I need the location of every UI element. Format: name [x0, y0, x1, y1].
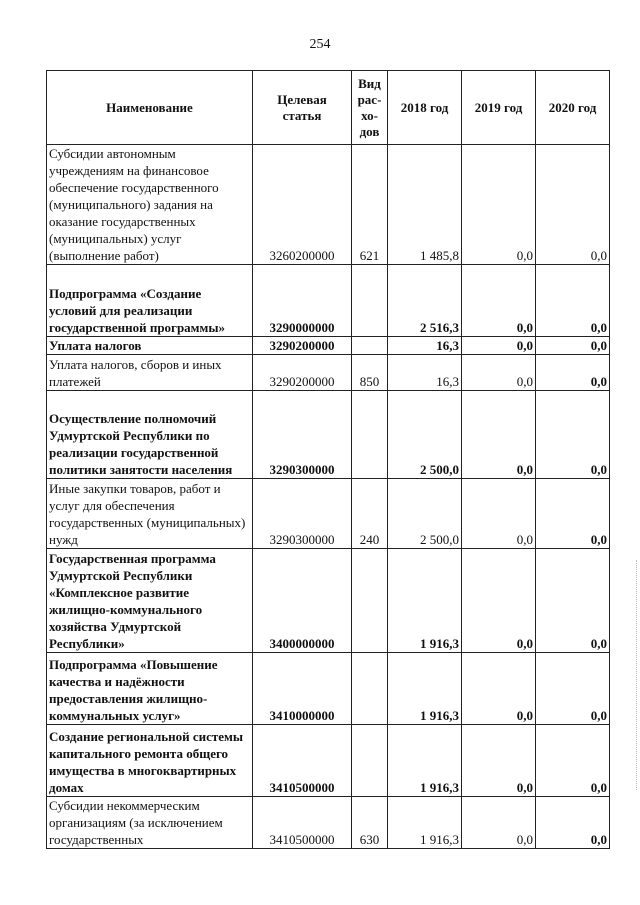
table-row — [47, 725, 610, 797]
row-2019: 0,0 — [462, 337, 536, 355]
row-expense-type: 630 — [352, 797, 388, 849]
row-name: Субсидии автономным учреждениям на финансовое обеспечение государственного (муниципального) задания на оказание государственных (муниципальных) услуг (выполнение работ) — [47, 145, 253, 265]
row-expense-type — [352, 549, 388, 653]
row-name: Создание региональной системы капитального ремонта общего имущества в многоквартирных домах — [47, 725, 253, 797]
row-code: 3290200000 — [253, 355, 352, 391]
row-expense-type — [352, 391, 388, 479]
row-2020: 0,0 — [536, 479, 610, 549]
row-2018: 2 500,0 — [388, 479, 462, 549]
row-2019: 0,0 — [462, 653, 536, 725]
row-2018: 16,3 — [388, 337, 462, 355]
row-2019: 0,0 — [462, 797, 536, 849]
header-name: Наименование — [47, 71, 253, 145]
row-code: 3260200000 — [253, 145, 352, 265]
row-2018: 16,3 — [388, 355, 462, 391]
row-expense-type: 850 — [352, 355, 388, 391]
table-row — [47, 355, 610, 391]
page-number: 254 — [309, 37, 331, 52]
row-2020: 0,0 — [536, 391, 610, 479]
header-expense-type: Вид рас- хо- дов — [352, 71, 388, 145]
row-2019: 0,0 — [462, 145, 536, 265]
header-2019: 2019 год — [462, 71, 536, 145]
row-expense-type — [352, 725, 388, 797]
row-2018: 1 916,3 — [388, 797, 462, 849]
row-2019: 0,0 — [462, 549, 536, 653]
row-name: Уплата налогов — [47, 337, 253, 355]
header-code: Целевая статья — [253, 71, 352, 145]
row-2019: 0,0 — [462, 265, 536, 337]
scan-margin-marks — [634, 560, 637, 790]
row-code: 3410000000 — [253, 653, 352, 725]
row-code: 3290300000 — [253, 391, 352, 479]
row-2018: 1 485,8 — [388, 145, 462, 265]
row-expense-type — [352, 653, 388, 725]
table-row — [47, 653, 610, 725]
row-2018: 2 516,3 — [388, 265, 462, 337]
row-code: 3410500000 — [253, 797, 352, 849]
table-row — [47, 479, 610, 549]
row-expense-type: 240 — [352, 479, 388, 549]
row-name: Иные закупки товаров, работ и услуг для обеспечения государственных (муниципальных) нужд — [47, 479, 253, 549]
row-expense-type — [352, 337, 388, 355]
row-2019: 0,0 — [462, 479, 536, 549]
row-2018: 1 916,3 — [388, 549, 462, 653]
table-row — [47, 549, 610, 653]
row-2019: 0,0 — [462, 725, 536, 797]
row-code: 3410500000 — [253, 725, 352, 797]
row-name: Уплата налогов, сборов и иных платежей — [47, 355, 253, 391]
table-row — [47, 265, 610, 337]
row-name: Подпрограмма «Создание условий для реализации государственной программы» — [47, 265, 253, 337]
header-2018: 2018 год — [388, 71, 462, 145]
row-name: Государственная программа Удмуртской Республики «Комплексное развитие жилищно-коммунального хозяйства Удмуртской Республики» — [47, 549, 253, 653]
row-2020: 0,0 — [536, 725, 610, 797]
row-2019: 0,0 — [462, 391, 536, 479]
row-2020: 0,0 — [536, 145, 610, 265]
table-row — [47, 337, 610, 355]
table-row — [47, 391, 610, 479]
row-2018: 1 916,3 — [388, 725, 462, 797]
budget-table — [46, 70, 610, 849]
row-2020: 0,0 — [536, 653, 610, 725]
row-name: Субсидии некоммерческим организациям (за исключением государственных — [47, 797, 253, 849]
row-expense-type — [352, 265, 388, 337]
table-row — [47, 145, 610, 265]
row-code: 3290000000 — [253, 265, 352, 337]
row-2020: 0,0 — [536, 549, 610, 653]
row-code: 3290200000 — [253, 337, 352, 355]
row-2018: 2 500,0 — [388, 391, 462, 479]
row-expense-type: 621 — [352, 145, 388, 265]
row-2020: 0,0 — [536, 265, 610, 337]
row-code: 3290300000 — [253, 479, 352, 549]
row-2018: 1 916,3 — [388, 653, 462, 725]
row-code: 3400000000 — [253, 549, 352, 653]
table-row — [47, 797, 610, 849]
row-name: Осуществление полномочий Удмуртской Республики по реализации государственной политики занятости населения — [47, 391, 253, 479]
row-2020: 0,0 — [536, 337, 610, 355]
row-2020: 0,0 — [536, 355, 610, 391]
row-2019: 0,0 — [462, 355, 536, 391]
row-name: Подпрограмма «Повышение качества и надёжности предоставления жилищно-коммунальных услуг» — [47, 653, 253, 725]
row-2020: 0,0 — [536, 797, 610, 849]
header-2020: 2020 год — [536, 71, 610, 145]
